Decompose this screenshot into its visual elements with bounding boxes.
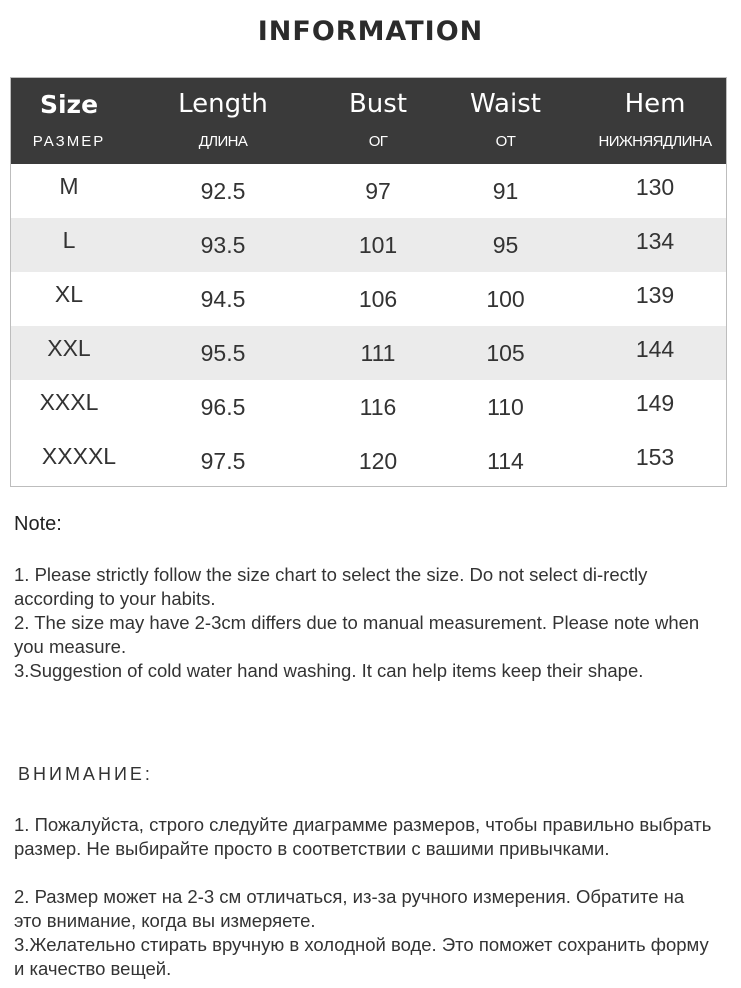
ru-note-item: 3.Желательно стирать вручную в холодной воде. Это поможет сохранить форму и качество вещей. <box>14 934 709 979</box>
cell-size: L <box>62 227 76 253</box>
cell-size: XXXXL <box>41 443 117 469</box>
header-hem <box>582 78 728 164</box>
cell-size: XXXL <box>39 389 99 415</box>
header-waist <box>449 78 562 164</box>
cell-bust: 97 <box>365 178 391 204</box>
cell-bust: 106 <box>358 286 398 312</box>
table-row <box>11 380 726 434</box>
table-row <box>11 218 726 272</box>
cell-size: XXL <box>47 335 91 361</box>
cell-waist: 110 <box>487 394 524 420</box>
note-item: 3.Suggestion of cold water hand washing. It can help items keep their shape. <box>14 660 644 681</box>
table-row <box>11 272 726 326</box>
size-chart-table <box>10 77 727 487</box>
cell-hem: 130 <box>635 174 675 200</box>
header-label: Length <box>178 89 268 119</box>
cell-hem: 149 <box>635 390 675 416</box>
header-label: Hem <box>624 89 686 119</box>
cell-bust: 111 <box>360 340 396 366</box>
note-heading: Note: <box>14 513 62 535</box>
table-row <box>11 164 726 218</box>
table-row <box>11 434 726 488</box>
ru-note-item: 1. Пожалуйста, строго следуйте диаграмме размеров, чтобы правильно выбрать размер. Не выбирайте просто в соответствии с вашими привычками. <box>14 814 712 859</box>
table-header <box>11 78 726 164</box>
header-sublabel: НИЖНЯЯДЛИНА <box>598 133 712 150</box>
cell-waist: 105 <box>486 340 525 366</box>
cell-hem: 139 <box>635 282 675 308</box>
cell-bust: 101 <box>358 232 398 258</box>
cell-length: 95.5 <box>200 340 246 366</box>
cell-waist: 114 <box>487 448 524 474</box>
cell-size: M <box>59 173 79 199</box>
header-length <box>148 78 298 164</box>
header-sublabel: РАЗМЕР <box>32 133 106 150</box>
cell-length: 93.5 <box>200 232 246 258</box>
cell-bust: 120 <box>358 448 398 474</box>
header-size <box>11 78 127 164</box>
ru-note-heading: ВНИМАНИЕ: <box>18 764 153 784</box>
page-title: INFORMATION <box>257 16 484 47</box>
cell-waist: 91 <box>492 178 519 204</box>
ru-note-item: 2. Размер может на 2-3 см отличаться, из-за ручного измерения. Обратите на это внимание, когда вы измеряете. <box>14 886 685 931</box>
header-label: Waist <box>470 89 541 119</box>
header-label: Size <box>39 90 99 119</box>
note-item: 2. The size may have 2-3cm differs due to manual measurement. Please note when you measure. <box>14 612 700 657</box>
table-row <box>11 326 726 380</box>
cell-length: 96.5 <box>200 394 246 420</box>
note-item: 1. Please strictly follow the size chart to select the size. Do not select di-rectly according to your habits. <box>14 564 648 609</box>
cell-size: XL <box>54 281 84 307</box>
cell-hem: 144 <box>635 336 675 362</box>
cell-length: 94.5 <box>200 286 246 312</box>
cell-hem: 153 <box>635 444 675 470</box>
cell-length: 97.5 <box>200 448 246 474</box>
cell-length: 92.5 <box>200 178 246 204</box>
cell-hem: 134 <box>635 228 675 254</box>
header-sublabel: ОТ <box>495 133 516 150</box>
header-sublabel: ДЛИНА <box>198 133 248 150</box>
cell-waist: 95 <box>492 232 519 258</box>
header-label: Bust <box>348 89 408 119</box>
header-bust <box>328 78 428 164</box>
header-sublabel: ОГ <box>368 133 388 150</box>
cell-waist: 100 <box>486 286 525 312</box>
cell-bust: 116 <box>359 394 397 420</box>
